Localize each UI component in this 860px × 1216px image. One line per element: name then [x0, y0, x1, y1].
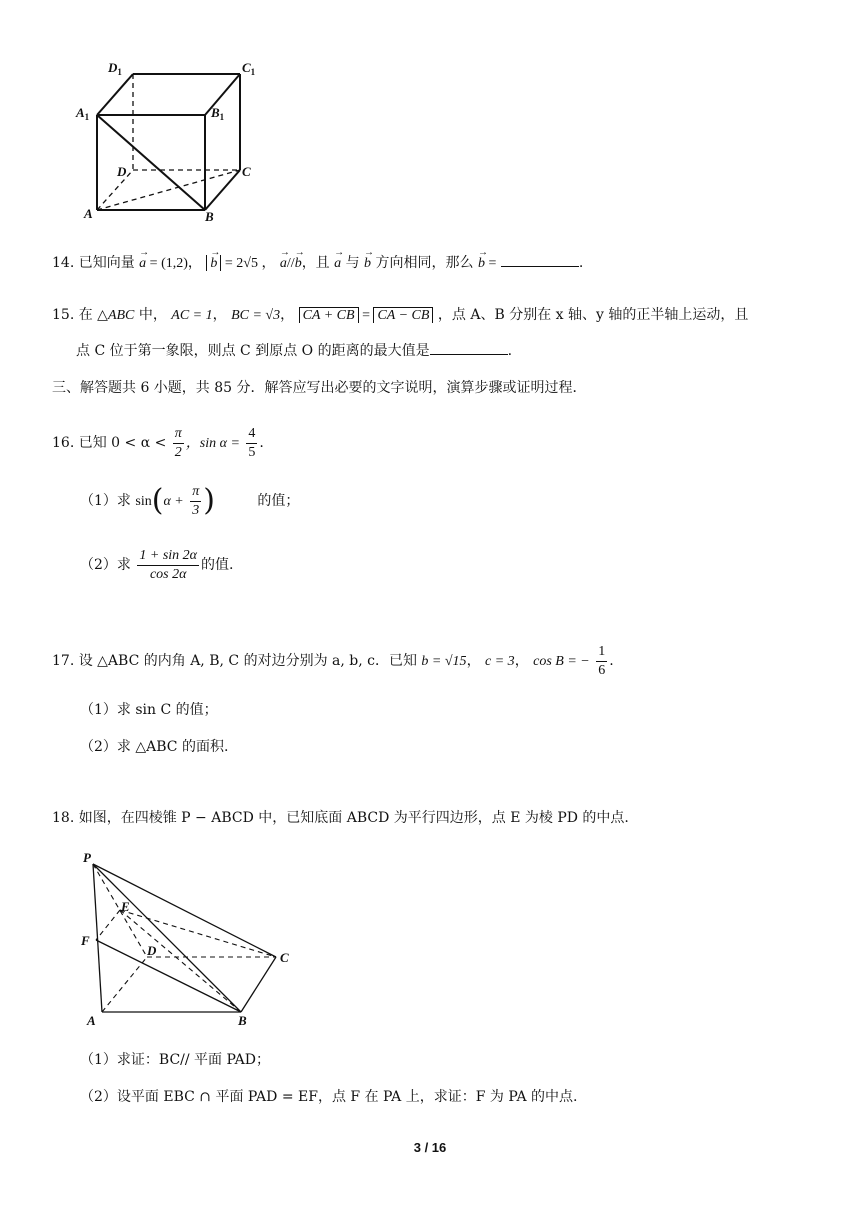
answer-eq: = — [484, 256, 497, 271]
page-number: 3 / 16 — [413, 1140, 447, 1155]
label-d: D — [147, 943, 157, 958]
q17-sep1: ， — [466, 653, 481, 669]
question-16-part1: （1）求 sin(α + $\frac{\pi}{3}$ ) 的值； — [80, 483, 300, 518]
frac-4-over-5: $\frac{4}{5}$ — [248, 425, 256, 460]
q17-sep2: ， — [514, 653, 529, 669]
vector-b-abs: → b — [210, 254, 217, 274]
q15-in: 中， — [134, 307, 167, 323]
question-14 — [52, 252, 583, 274]
q16-p2-label: （2）求 — [80, 557, 131, 573]
q14-a-value: = (1,2)， — [146, 256, 202, 271]
q14-end: . — [578, 255, 584, 271]
question-15-line2 — [76, 340, 512, 361]
q14-with: 与 — [341, 255, 365, 271]
q15-sep1: ， — [212, 307, 227, 323]
q17-text: 17. 设 △ABC 的内角 A, B, C 的对边分别为 a, b, c．已知 — [52, 653, 417, 669]
c-value: c = 3 — [485, 654, 515, 669]
label-a1: $A_1$ — [76, 105, 90, 122]
label-a: A — [84, 206, 93, 221]
parallel-b: → b — [295, 254, 302, 274]
section-3-header: 三、解答题共 6 小题，共 85 分．解答应写出必要的文字说明，演算步骤或证明过程． — [52, 380, 587, 396]
frac-1-over-6: $\frac{1}{6}$ — [598, 643, 606, 678]
q14-mid: ，且 — [301, 255, 330, 271]
label-d1: $D_1$ — [108, 60, 122, 77]
q15-prefix: 15. 在 — [52, 307, 93, 323]
b-value: b = √15 — [421, 654, 467, 669]
q16-end: . — [259, 435, 264, 451]
frac-sin2a-over-cos2a: $\frac{1 + \sin 2\alpha}{\cos 2\alpha}$ — [139, 547, 198, 582]
vector-a: → a — [139, 254, 146, 274]
q14-b-norm: = 2√5 ， — [221, 256, 276, 271]
same-dir-a: → a — [334, 254, 341, 274]
vector-diff-abs: CA − CB — [373, 307, 433, 323]
question-18-part1: （1）求证：BC// 平面 PAD； — [80, 1052, 270, 1068]
q15-line2-text: 点 C 位于第一象限，则点 C 到原点 O 的距离的最大值是 — [76, 343, 430, 359]
pyramid-figure — [75, 845, 305, 1030]
triangle-abc: △ABC — [97, 308, 135, 323]
question-16-part2 — [80, 542, 233, 588]
bc-value: BC = √3 — [231, 308, 281, 323]
parallel-symbol: // — [286, 256, 295, 271]
q16-p1-sin: sin — [135, 494, 152, 509]
sin-alpha: ，sin α = — [185, 436, 240, 451]
parallel-a: → a — [280, 254, 287, 274]
question-17-part2: （2）求 △ABC 的面积. — [80, 739, 229, 755]
ac-value: AC = 1 — [171, 308, 213, 323]
answer-blank-15[interactable] — [430, 340, 508, 355]
q14-same-direction: 方向相同，那么 — [371, 255, 474, 271]
question-17 — [52, 638, 614, 685]
label-b1: $B_1$ — [211, 105, 225, 122]
label-c: C — [242, 164, 251, 179]
label-b: B — [238, 1013, 247, 1028]
label-c1: $C_1$ — [242, 60, 256, 77]
label-f: F — [81, 933, 90, 948]
label-a: A — [87, 1013, 96, 1028]
label-b: B — [205, 209, 214, 224]
label-e: E — [121, 899, 130, 914]
label-p: P — [83, 850, 91, 865]
vector-sum-abs: CA + CB — [299, 307, 359, 323]
q15-eqsign: = — [358, 308, 374, 323]
q17-end: . — [609, 653, 614, 669]
label-c: C — [280, 950, 289, 965]
q14-prefix: 14. 已知向量 — [52, 255, 135, 271]
same-dir-b: → b — [364, 254, 371, 274]
q15-sep2: ， — [280, 307, 295, 323]
question-16 — [52, 420, 264, 467]
question-15 — [52, 305, 748, 326]
q15-rest: ，点 A、B 分别在 x 轴、y 轴的正半轴上运动，且 — [437, 307, 749, 323]
frac-pi-over-2: $\frac{\pi}{2}$ — [174, 425, 182, 460]
q16-p1-alpha: α + — [163, 494, 184, 509]
label-d: D — [117, 164, 127, 179]
answer-blank-14[interactable] — [501, 252, 579, 267]
answer-b: → b — [478, 254, 485, 274]
cos-b: cos B = − — [533, 654, 590, 669]
q16-p2-end: 的值. — [201, 557, 234, 573]
frac-pi-over-3: $\frac{\pi}{3}$ — [192, 483, 200, 518]
question-17-part1: （1）求 sin C 的值； — [80, 702, 218, 718]
q16-prefix: 16. 已知 0 < α < — [52, 435, 167, 451]
question-18-part2: （2）设平面 EBC ∩ 平面 PAD = EF，点 F 在 PA 上，求证：F 为 PA 的中点. — [80, 1089, 578, 1105]
q15-end: . — [507, 343, 513, 359]
q16-p1-label: （1）求 — [80, 493, 131, 509]
question-18: 18. 如图，在四棱锥 P − ABCD 中，已知底面 ABCD 为平行四边形，点 E 为棱 PD 的中点. — [52, 810, 629, 826]
q16-p1-end: 的值； — [257, 493, 300, 509]
cube-figure — [70, 55, 270, 225]
